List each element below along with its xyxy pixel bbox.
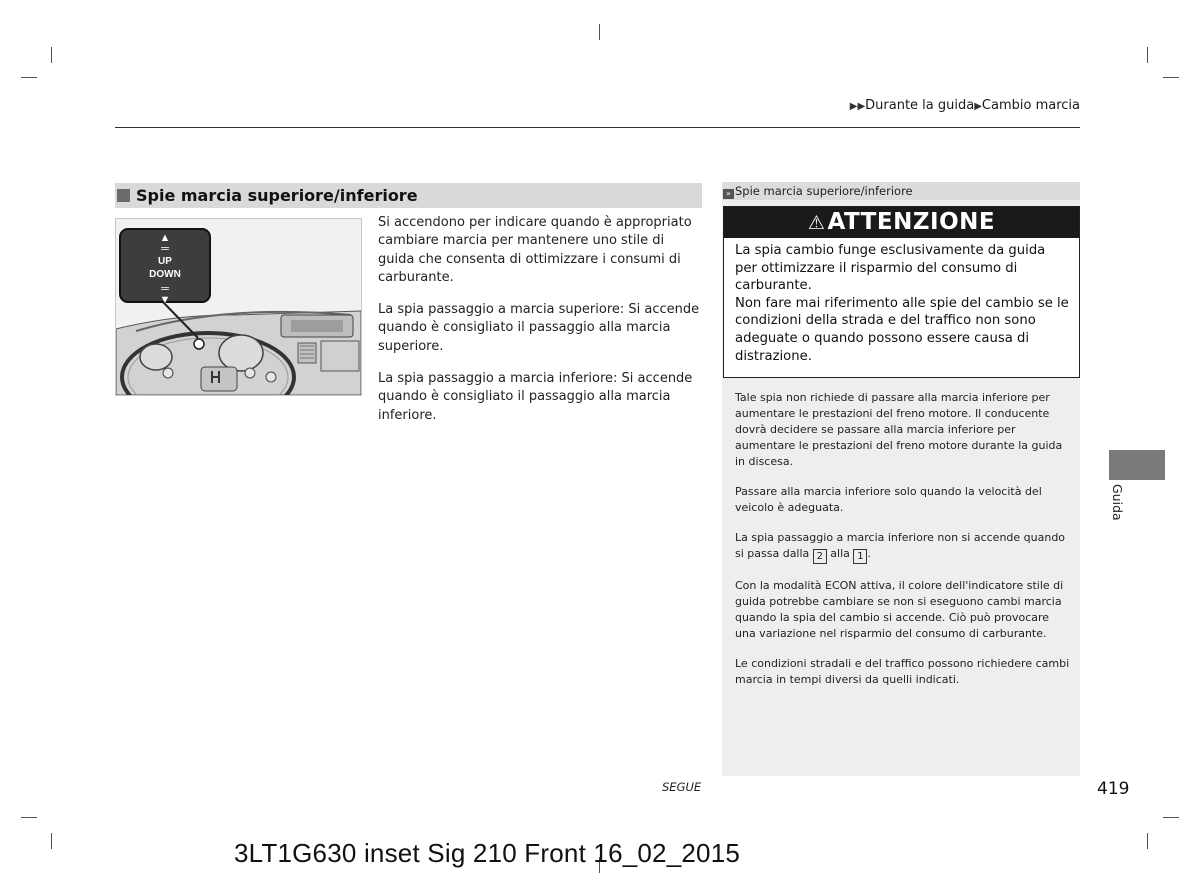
note <box>735 530 1070 564</box>
breadcrumb-item: Durante la guida <box>865 98 975 113</box>
crop-mark <box>599 24 600 40</box>
section-header <box>115 183 702 208</box>
paragraph: La spia passaggio a marcia inferiore: Si accende quando è consigliato il passaggio alla marcia inferiore. <box>378 371 693 423</box>
note: Le condizioni stradali e del traffico possono richiedere cambi marcia in tempi diversi da quelli indicati. <box>735 657 1070 686</box>
section-title: Spie marcia superiore/inferiore <box>136 186 418 205</box>
warning-title: ATTENZIONE <box>827 209 996 235</box>
print-slug: 3LT1G630 inset Sig 210 Front 16_02_2015 <box>234 838 741 868</box>
breadcrumb-arrow-icon: ▶ <box>974 101 982 112</box>
gear-key-1: 1 <box>853 549 867 564</box>
crop-mark <box>1147 47 1148 63</box>
reference-marker-icon: » <box>723 189 734 199</box>
note: Passare alla marcia inferiore solo quando la velocità del veicolo è adeguata. <box>735 485 1042 514</box>
paragraph: Si accendono per indicare quando è appropriato cambiare marcia per mantenere uno stile di guida che consenta di ottimizzare i consumi di carburante. <box>378 215 692 285</box>
shift-indicator-callout <box>119 228 211 306</box>
note: Con la modalità ECON attiva, il colore dell'indicatore stile di guida potrebbe cambiare se non si eseguono cambi marcia quando la spia del cambio si accende. Ciò può provocare una variazione nel risparmio del consumo di carburante. <box>735 579 1064 640</box>
breadcrumb <box>850 98 1080 113</box>
down-arrow-icon: ═ ▼ <box>159 283 171 306</box>
note-text: . <box>867 547 871 560</box>
warning-text <box>724 238 1079 365</box>
side-notes-heading <box>722 182 1080 200</box>
header-rule <box>115 127 1080 128</box>
crop-mark <box>51 47 52 63</box>
up-label: UP <box>158 256 172 267</box>
crop-mark <box>1163 817 1179 818</box>
warning-triangle-icon: ⚠ <box>807 212 826 234</box>
side-notes-panel <box>722 182 1080 776</box>
warning-paragraph: La spia cambio funge esclusivamente da guida per ottimizzare il risparmio del consumo di carburante. <box>735 243 1046 294</box>
up-arrow-icon: ▲ ═ <box>159 232 171 255</box>
section-square-icon <box>117 189 130 202</box>
dashboard-illustration <box>115 218 362 396</box>
warning-title-bar <box>724 207 1079 238</box>
continued-label: SEGUE <box>662 780 702 794</box>
warning-box <box>723 206 1080 378</box>
paragraph: La spia passaggio a marcia superiore: Si accende quando è consigliato il passaggio alla marcia superiore. <box>378 302 700 354</box>
body-text <box>378 214 704 439</box>
down-label: DOWN <box>149 269 181 280</box>
chapter-label: Guida <box>1110 484 1125 521</box>
note: Tale spia non richiede di passare alla marcia inferiore per aumentare le prestazioni del freno motore. Il conducente dovrà decidere se passare alla marcia inferiore per aumentare le prestazioni del freno motore durante la guida in discesa. <box>735 391 1063 468</box>
warning-paragraph: Non fare mai riferimento alle spie del cambio se le condizioni della strada e del traffico non sono adeguate o quando possono essere causa di distrazione. <box>735 295 1069 364</box>
side-notes-heading-text: Spie marcia superiore/inferiore <box>735 184 913 198</box>
crop-mark <box>21 817 37 818</box>
side-notes <box>735 390 1070 702</box>
crop-mark <box>51 833 52 849</box>
crop-mark <box>1163 77 1179 78</box>
breadcrumb-item: Cambio marcia <box>981 98 1080 113</box>
chapter-thumb-tab <box>1109 450 1165 480</box>
note-text: La spia passaggio a marcia inferiore non si accende quando si passa dalla <box>735 531 1066 560</box>
breadcrumb-arrow-icon: ▶▶ <box>849 101 866 112</box>
crop-mark <box>21 77 37 78</box>
page-number: 419 <box>1097 779 1130 799</box>
note-text: alla <box>826 547 854 560</box>
gear-key-2: 2 <box>813 549 827 564</box>
crop-mark <box>1147 833 1148 849</box>
